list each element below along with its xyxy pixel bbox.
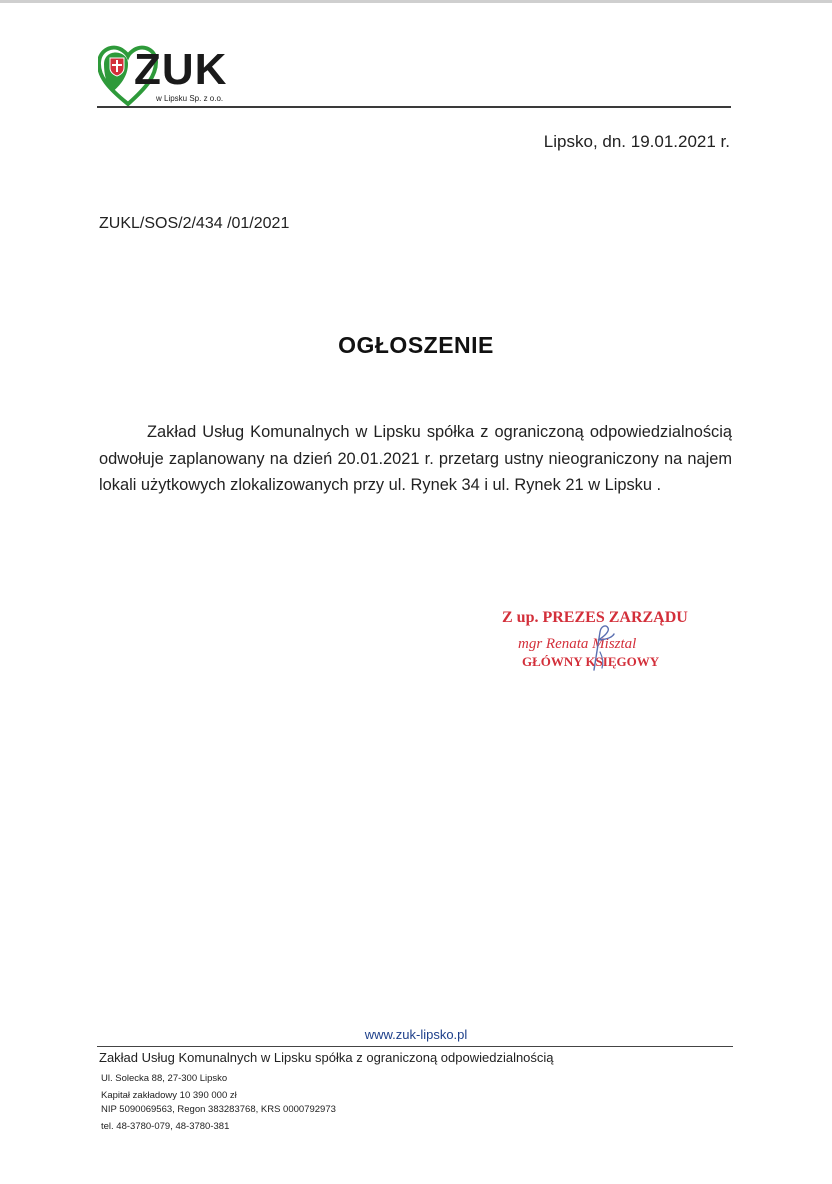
stamp-name: mgr Renata Misztal [518, 636, 637, 652]
announcement-body: Zakład Usług Komunalnych w Lipsku spółka z ograniczoną odpowiedzialnością odwołuje zaplanowany na dzień 20.01.2021 r. przetarg ustny nieograniczony na najem lokali użytkowych zlokalizowanych przy ul. Rynek 34 i ul. Rynek 21 w Lipsku . [99, 423, 732, 494]
company-logo [98, 42, 258, 106]
footer-address: Ul. Solecka 88, 27-300 Lipsko [101, 1073, 228, 1084]
footer-company-name: Zakład Usług Komunalnych w Lipsku spółka z ograniczoną odpowiedzialnością [99, 1050, 554, 1065]
logo-subtitle: w Lipsku Sp. z o.o. [156, 94, 224, 103]
footer-phone: tel. 48-3780-079, 48-3780-381 [101, 1121, 230, 1132]
stamp-authority: Z up. PREZES ZARZĄDU [502, 609, 688, 626]
reference-number: ZUKL/SOS/2/434 /01/2021 [99, 215, 290, 232]
document-date: Lipsko, dn. 19.01.2021 r. [543, 132, 730, 151]
footer-website[interactable]: www.zuk-lipsko.pl [364, 1027, 468, 1042]
footer-divider [97, 1046, 733, 1047]
logo-wordmark: ZUK [134, 45, 228, 94]
footer-registration-ids: NIP 5090069563, Regon 383283768, KRS 0000792973 [101, 1104, 336, 1115]
handwritten-signature [584, 622, 624, 672]
stamp-position: GŁÓWNY KSIĘGOWY [522, 654, 660, 669]
header-divider [97, 106, 731, 108]
footer-capital: Kapitał zakładowy 10 390 000 zł [101, 1090, 237, 1101]
document-title: OGŁOSZENIE [338, 332, 494, 358]
